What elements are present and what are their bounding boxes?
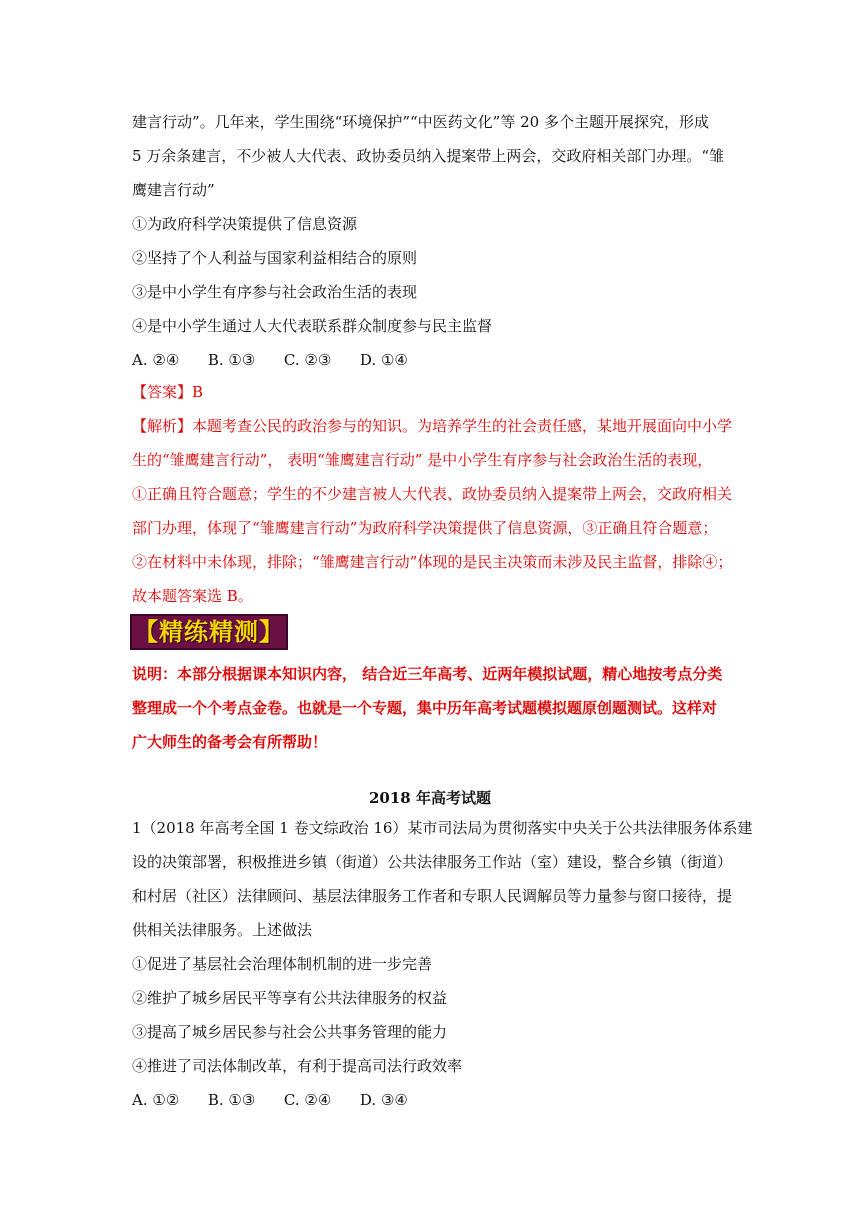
section-banner-label: 【精练精测】: [134, 618, 284, 646]
analysis-line: 生的“雏鹰建言行动”， 表明“雏鹰建言行动” 是中小学生有序参与社会政治生活的表现，: [132, 451, 713, 469]
answer-choices: A. ①② B. ①③ C. ②④ D. ③④: [132, 1091, 408, 1109]
question-stem-line: 5 万余条建言，不少被人大代表、政协委员纳入提案带上两会，交政府相关部门办理。“雏: [132, 147, 724, 165]
question-stem-line: 鹰建言行动”: [132, 181, 215, 199]
analysis-line: ①正确且符合题意；学生的不少建言被人大代表、政协委员纳入提案带上两会，交政府相关: [132, 485, 733, 503]
note-line: 说明：本部分根据课本知识内容， 结合近三年高考、近两年模拟试题，精心地按考点分类: [132, 665, 723, 683]
option-item: ④推进了司法体制改革，有利于提高司法行政效率: [132, 1057, 463, 1075]
analysis-line: ②在材料中未体现，排除；“雏鹰建言行动”体现的是民主决策而未涉及民主监督，排除④；: [132, 553, 733, 571]
note-line: 整理成一个个考点金卷。也就是一个专题，集中历年高考试题模拟题原创题测试。这样对: [132, 699, 718, 717]
option-item: ①为政府科学决策提供了信息资源: [132, 215, 358, 233]
analysis-line: 部门办理，体现了“雏鹰建言行动”为政府科学决策提供了信息资源，③正确且符合题意；: [132, 519, 718, 537]
answer-choices: A. ②④ B. ①③ C. ②③ D. ①④: [132, 351, 408, 369]
question-stem-line: 1（2018 年高考全国 1 卷文综政治 16）某市司法局为贯彻落实中央关于公共法律服务体系建: [132, 819, 753, 837]
option-item: ④是中小学生通过人大代表联系群众制度参与民主监督: [132, 317, 493, 335]
section-banner: [130, 614, 288, 650]
option-item: ②坚持了个人利益与国家利益相结合的原则: [132, 249, 418, 267]
note-line: 广大师生的备考会有所帮助！: [132, 733, 328, 751]
question-stem-line: 供相关法律服务。上述做法: [132, 921, 313, 939]
option-item: ①促进了基层社会治理体制机制的进一步完善: [132, 955, 433, 973]
question-stem-line: 和村居（社区）法律顾问、基层法律服务工作者和专职人民调解员等力量参与窗口接待，提: [132, 887, 733, 905]
option-item: ③是中小学生有序参与社会政治生活的表现: [132, 283, 418, 301]
section-heading: 2018 年高考试题: [369, 789, 491, 807]
analysis-line: 故本题答案选 B。: [132, 587, 253, 605]
question-stem-line: 建言行动”。几年来，学生围绕“环境保护”“中医药文化”等 20 多个主题开展探究，形成: [132, 113, 709, 131]
question-stem-line: 设的决策部署，积极推进乡镇（街道）公共法律服务工作站（室）建设，整合乡镇（街道）: [132, 853, 733, 871]
option-item: ③提高了城乡居民参与社会公共事务管理的能力: [132, 1023, 448, 1041]
analysis-line: 【解析】本题考查公民的政治参与的知识。为培养学生的社会责任感，某地开展面向中小学: [132, 417, 733, 435]
option-item: ②维护了城乡居民平等享有公共法律服务的权益: [132, 989, 448, 1007]
answer-label: 【答案】B: [132, 383, 204, 401]
